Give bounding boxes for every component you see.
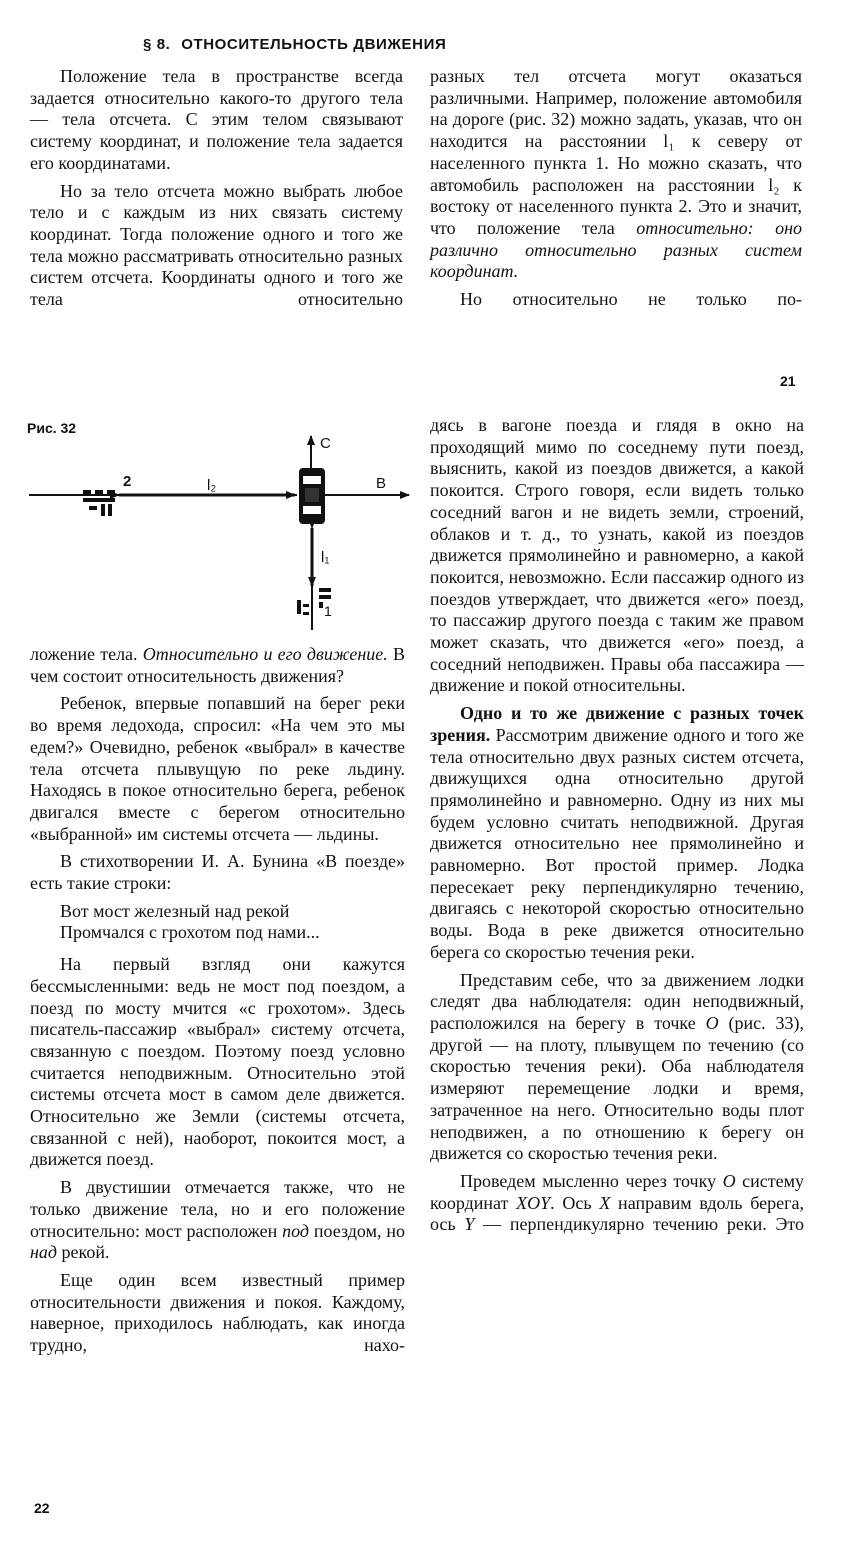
poem-quote xyxy=(60,901,405,944)
column-bottom-right xyxy=(430,415,804,1242)
italic-span: X xyxy=(599,1192,611,1213)
label-north: C xyxy=(320,435,331,452)
section-title: ОТНОСИТЕЛЬНОСТЬ ДВИЖЕНИЯ xyxy=(181,36,447,53)
text-span: В чем состоит относительность движения? xyxy=(30,644,405,686)
text-span: Рассмотрим движение одного и того же тела относительно двух разных систем отсчета, движущихся одна относительно другой прямолинейно и равномерно. Одну из них мы будем условно считать неподвижной. Другая движется относительно нее прямолинейно и равномерно. Вот простой пример. Лодка пересекает реку перпендикулярно течению, двигаясь с некоторой скоростью относительно воды. Вода в реке движется относительно берега со скоростью течения реки. xyxy=(430,724,804,962)
section-mark: § 8. xyxy=(143,36,171,53)
text-span: рекой. xyxy=(57,1242,110,1263)
paragraph: дясь в вагоне поезда и глядя в окно на проходящий мимо по соседнему пути поезд, выяснить, какой из поездов движется, а какой покоится. Строго говоря, если видеть только соседний вагон и не видеть земли, строений, облаков и т. д., то узнать, какой из поездов движется прямолинейно и равномерно, а какой покоится, невозможно. Если пассажир одного из поездов утверждает, что движется «его» поезд, то пассажир другого поезда с таким же правом может сказать, что движется «его» поезд, а соседний неподвижен. Правы оба пассажира — движение и покой относительны. xyxy=(430,415,804,696)
paragraph xyxy=(30,644,405,687)
column-bottom-left xyxy=(30,644,405,1363)
section-heading xyxy=(143,36,563,53)
text-span: разных тел отсчета могут оказаться различными. Например, положение автомобиля на дороге (рис. 32) можно задать, указав, что он находится на расстоянии l₁ к северу от населенного пункта 1. Но можно сказать, что автомобиль расположен на расстоянии l₂ к востоку от населенного пункта 2. Это и значит, что положение тела xyxy=(430,66,802,238)
italic-span: O xyxy=(705,1012,719,1033)
paragraph: Еще один всем известный пример относительности движения и покоя. Каждому, наверное, приходилось наблюдать, как иногда трудно, нахо- xyxy=(30,1269,405,1356)
label-point-2: 2 xyxy=(123,473,132,490)
text-span: В двустишии отмечается также, что не только движение тела, но и его положение относительно: мост расположен xyxy=(30,1177,405,1241)
italic-span: XOY xyxy=(516,1192,551,1213)
paragraph xyxy=(430,703,804,963)
figure-caption: Рис. 32 xyxy=(27,420,77,436)
paragraph xyxy=(430,1171,804,1236)
paragraph xyxy=(430,970,804,1165)
car-position-diagram xyxy=(27,418,412,633)
paragraph: Но относительно не только по- xyxy=(460,289,802,310)
text-span: Проведем мысленно через точку xyxy=(460,1170,723,1191)
poem-line: Вот мост железный над рекой xyxy=(60,900,290,921)
text-span: ложение тела. xyxy=(30,644,143,664)
paragraph: Положение тела в пространстве всегда задается относительно какого-то другого тела — тела отсчета. С этим телом связывают систему координат, и положение тела задается его координатами. xyxy=(30,66,403,173)
italic-span: над xyxy=(30,1242,58,1263)
paragraph: Ребенок, впервые попавший на берег реки во время ледохода, спросил: «На чем это мы едем?» Очевидно, ребенок «выбрал» в качестве тела отсчета плывущую по реке льдину. Находясь в покое относительно берега, ребенок двигался вместе с берегом относительно «выбранной» им системы отсчета — льдины. xyxy=(30,693,405,844)
label-point-1: 1 xyxy=(324,603,332,619)
paragraph: В стихотворении И. А. Бунина «В поезде» есть такие строки: xyxy=(30,851,405,894)
text-span: . Ось xyxy=(550,1192,600,1213)
label-l1: l₁ xyxy=(321,549,330,566)
text-span: поездом, но xyxy=(309,1220,406,1241)
column-top-right xyxy=(430,66,802,317)
text-span: систему координат xyxy=(430,1170,805,1213)
text-span: направим вдоль берега, ось xyxy=(430,1192,804,1235)
text-span: — перпендикулярно течению реки. Это xyxy=(474,1214,804,1235)
page-number-right: 21 xyxy=(780,373,796,389)
poem-line: Промчался с грохотом под нами... xyxy=(60,922,320,943)
bold-lead-in: Одно и то же движение с разных точек зрения. xyxy=(430,703,804,745)
figure-32 xyxy=(27,418,412,633)
text-span: (рис. 33), другой — на плоту, плывущем по течению (со скоростью течения реки). Оба наблюдателя измеряют перемещение лодки и время, затраченное на него. Относительно воды плот неподвижен, а по отношению к берегу он движется со скоростью течения реки. xyxy=(430,1012,804,1164)
paragraph xyxy=(30,1177,405,1264)
label-l2: l₂ xyxy=(207,477,217,494)
italic-span: Относительно и его движение. xyxy=(142,644,388,664)
paragraph: На первый взгляд они кажутся бессмысленными: ведь не мост под поездом, а поезд по мосту мчится «с грохотом». Здесь писатель-пассажир «выбрал» систему отсчета, связанную с поездом. Поэтому поезд условно считается неподвижным. Относительно этой системы отсчета мост в самом деле движется. Относительно же Земли (системы отсчета, связанной с ней), наоборот, покоится мост, а движется поезд. xyxy=(30,954,405,1170)
settlement-2-icon xyxy=(83,490,115,516)
column-top-left xyxy=(30,66,403,317)
italic-span: под xyxy=(282,1220,310,1241)
italic-span: относительно: оно различно относительно разных систем координат. xyxy=(430,217,802,282)
car-icon xyxy=(299,468,325,524)
paragraph xyxy=(430,66,802,283)
text-span: Представим себе, что за движением лодки следят два наблюдателя: один неподвижный, расположился на берегу в точке xyxy=(430,969,804,1033)
italic-span: O xyxy=(722,1170,736,1191)
label-east: B xyxy=(376,475,387,492)
paragraph: Но за тело отсчета можно выбрать любое тело и с каждым из них связать систему координат. Тогда положение одного и того же тела можно рассматривать относительно разных систем отсчета. Координаты одного и того же тела относительно xyxy=(30,180,403,310)
italic-span: Y xyxy=(464,1214,475,1235)
page-number-left: 22 xyxy=(34,1500,50,1516)
